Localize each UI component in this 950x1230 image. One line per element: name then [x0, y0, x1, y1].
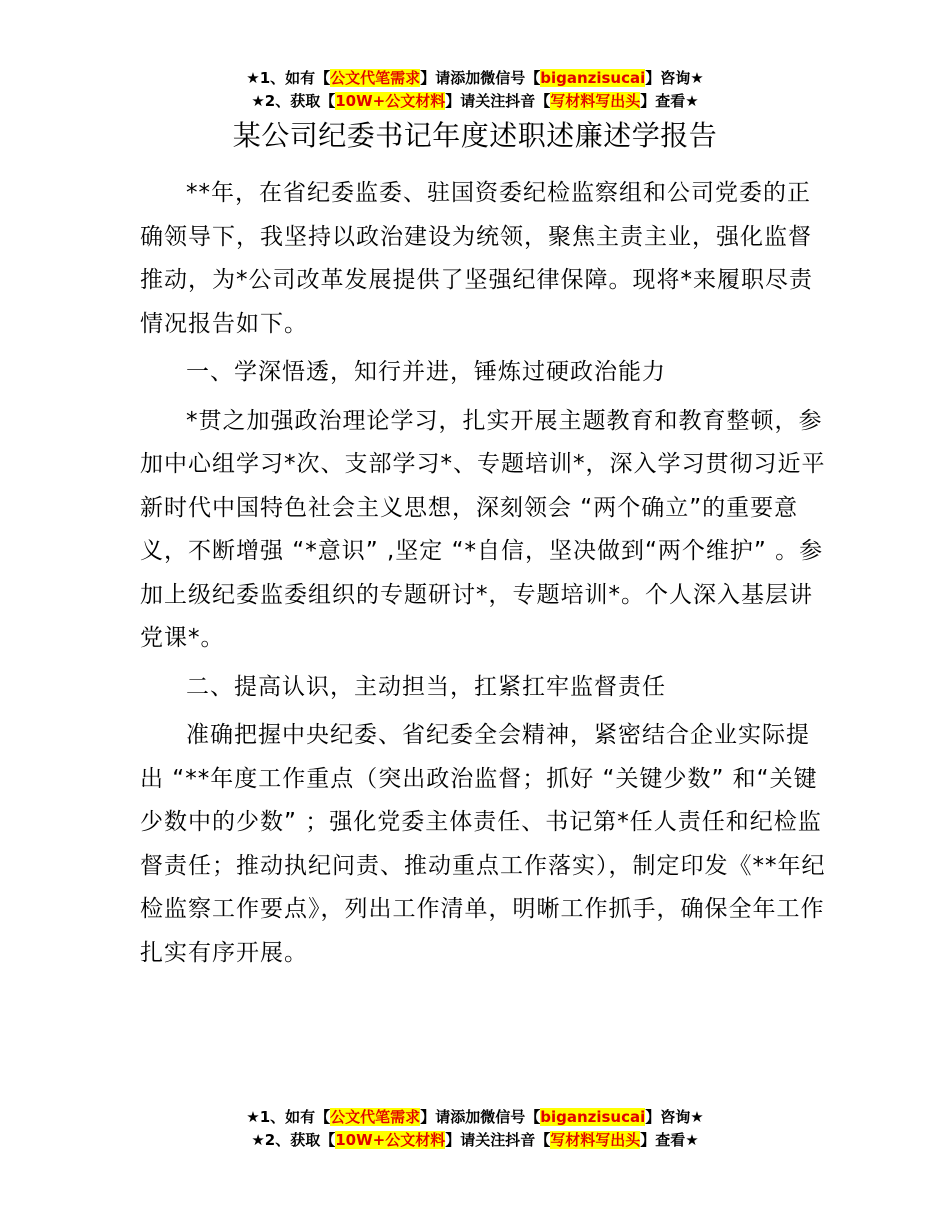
promo-highlight-douyin-account: 写材料写出头 — [550, 92, 641, 110]
paragraph-intro: **年，在省纪委监委、驻国资委纪检监察组和公司党委的正确领导下，我坚持以政治建设为统领，聚焦主责主业，强化监督推动，为*公司改革发展提供了坚强纪律保障。现将*来履职尽责情况报告如下。 — [140, 180, 813, 337]
promo-line-1 — [0, 67, 950, 90]
section-heading-2: 二、提高认识，主动担当，扛紧扛牢监督责任 — [186, 673, 666, 700]
promo-line-2-prefix: ★2、获取【 — [251, 92, 336, 110]
promo-header — [0, 67, 950, 113]
promo-highlight-douyin-account: 写材料写出头 — [550, 1131, 641, 1149]
paragraph-section-1: *贯之加强政治理论学习，扎实开展主题教育和教育整顿，参加中心组学习*次、支部学习*、专题培训*，深入学习贯彻习近平新时代中国特色社会主义思想，深刻领会 “两个确立”的重要意义，不断增强 “*意识” ,坚定 “*自信，坚决做到“两个维护” 。参加上级纪委监委组织的专题研讨*，专题培训*。个人深入基层讲党课*。 — [140, 407, 826, 651]
promo-line-2-suffix: 】查看★ — [640, 92, 699, 110]
promo-highlight-materials: 10W+公文材料 — [335, 92, 446, 110]
promo-line-2-middle: 】请关注抖音【 — [445, 1131, 551, 1149]
promo-line-1-suffix: 】咨询★ — [645, 1108, 704, 1126]
paragraph-section-2: 准确把握中央纪委、省纪委全会精神，紧密结合企业实际提出 “**年度工作重点（突出政治监督；抓好 “关键少数” 和“关键少数中的少数” ；强化党委主体责任、书记第*任人责任和纪检监督责任；推动执纪问责、推动重点工作落实），制定印发《**年纪检监察工作要点》，列出工作清单，明晰工作抓手，确保全年工作扎实有序开展。 — [140, 722, 826, 966]
promo-line-1 — [0, 1106, 950, 1129]
section-heading-1: 一、学深悟透，知行并进，锤炼过硬政治能力 — [186, 359, 666, 385]
promo-highlight-wechat-id: biganzisucai — [540, 69, 646, 87]
promo-line-2 — [0, 90, 950, 113]
promo-footer — [0, 1106, 950, 1152]
promo-line-1-prefix: ★1、如有【 — [246, 69, 331, 87]
promo-line-2 — [0, 1129, 950, 1152]
document-body — [140, 172, 830, 980]
promo-line-1-prefix: ★1、如有【 — [246, 1108, 331, 1126]
promo-line-2-prefix: ★2、获取【 — [251, 1131, 336, 1149]
promo-line-1-middle: 】请添加微信号【 — [420, 1108, 541, 1126]
promo-line-1-middle: 】请添加微信号【 — [420, 69, 541, 87]
promo-highlight-writing-service: 公文代笔需求 — [330, 69, 421, 87]
promo-line-2-middle: 】请关注抖音【 — [445, 92, 551, 110]
promo-highlight-writing-service: 公文代笔需求 — [330, 1108, 421, 1126]
promo-highlight-wechat-id: biganzisucai — [540, 1108, 646, 1126]
promo-line-1-suffix: 】咨询★ — [645, 69, 704, 87]
document-title: 某公司纪委书记年度述职述廉述学报告 — [232, 119, 718, 152]
promo-highlight-materials: 10W+公文材料 — [335, 1131, 446, 1149]
promo-line-2-suffix: 】查看★ — [640, 1131, 699, 1149]
